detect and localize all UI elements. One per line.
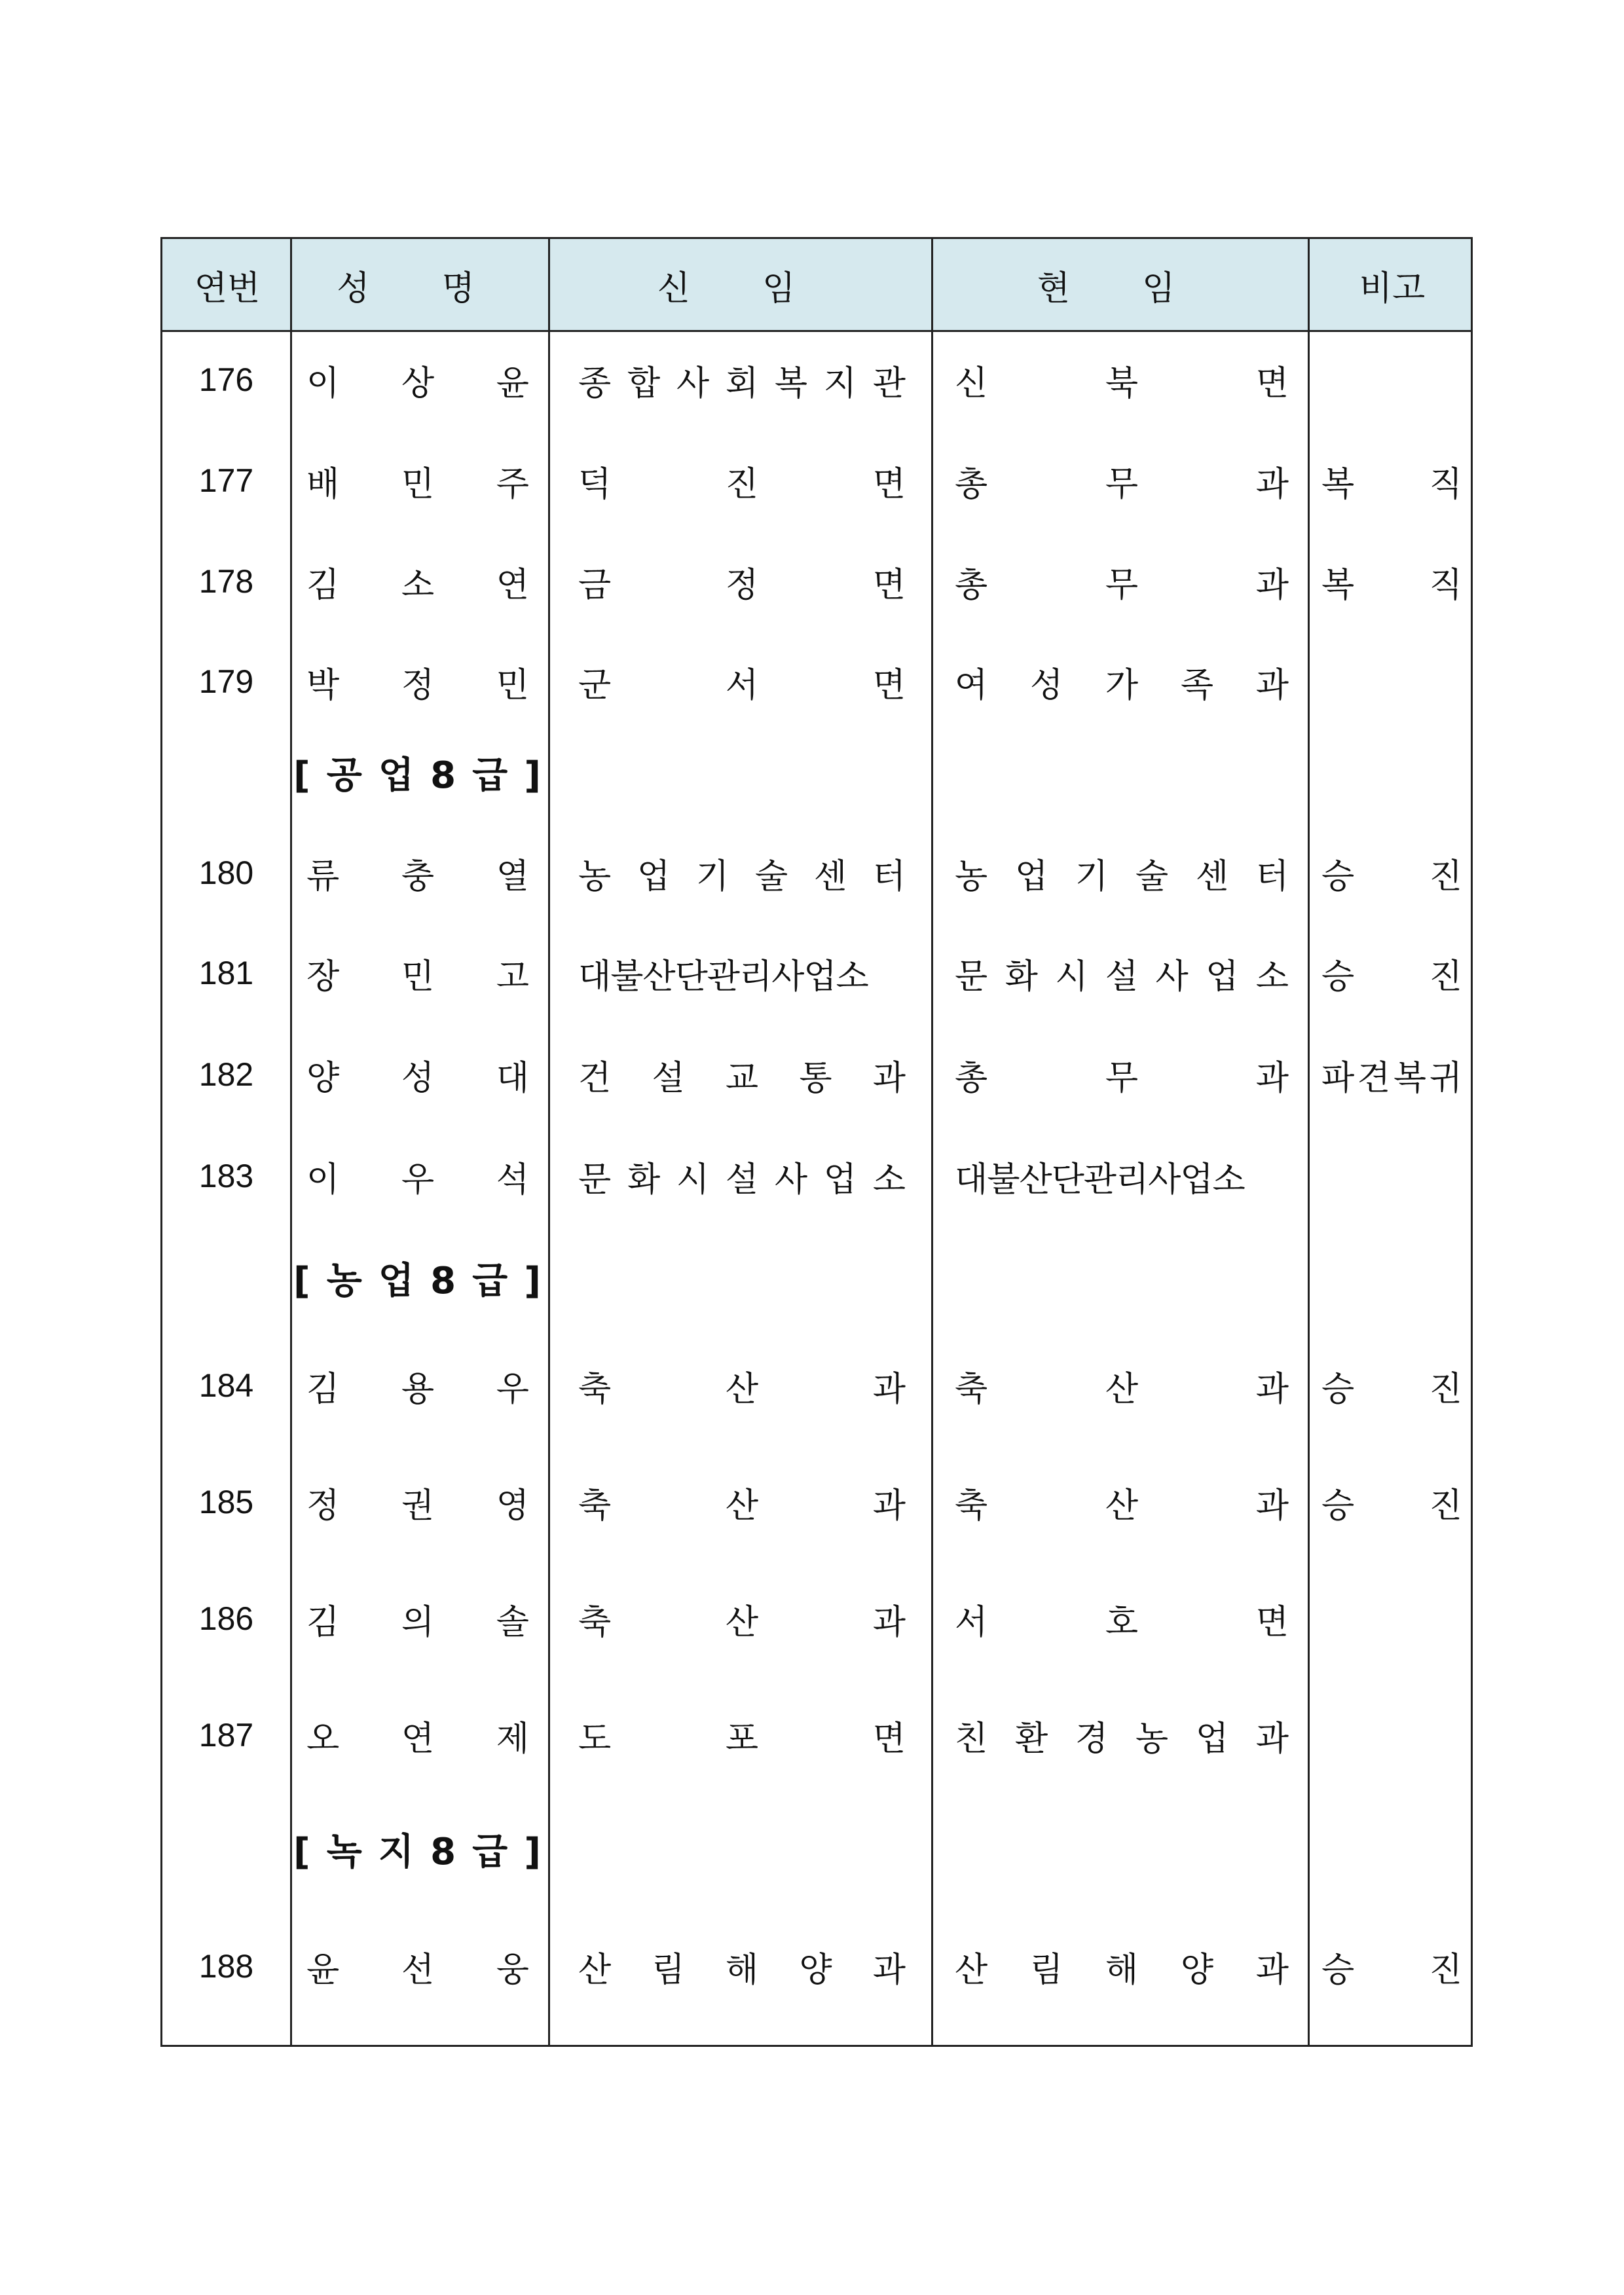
cell-remarks: 승 진 [1321, 1369, 1462, 1409]
cell-remarks: 파 견 복 귀 [1321, 1058, 1462, 1098]
cell-name: 류 충 열 [306, 856, 529, 896]
header-no: 연번 [194, 269, 261, 308]
cell-new-post: 도 포 면 [578, 1719, 906, 1759]
cell-no: 183 [198, 1158, 254, 1194]
header-current-post: 현 임 [1037, 269, 1206, 308]
cell-current-post: 신 북 면 [955, 363, 1289, 403]
cell-current-post: 총 무 과 [955, 1058, 1289, 1098]
cell-no: 184 [198, 1367, 254, 1404]
cell-current-post: 친 환 경 농 업 과 [955, 1719, 1289, 1759]
cell-no: 188 [198, 1948, 254, 1985]
cell-no: 185 [198, 1484, 254, 1520]
cell-current-post: 농 업 기 술 센 터 [955, 856, 1289, 896]
cell-no: 176 [198, 361, 254, 398]
cell-new-post: 금 정 면 [578, 565, 906, 605]
cell-name: 김 소 연 [306, 565, 529, 605]
cell-current-post: 축 산 과 [955, 1486, 1289, 1526]
cell-name: 윤 선 웅 [306, 1950, 529, 1990]
section-heading: [ 농 업 8 급 ] [293, 1260, 543, 1302]
cell-new-post: 농 업 기 술 센 터 [578, 856, 906, 896]
cell-new-post: 문 화 시 설 사 업 소 [578, 1160, 906, 1200]
cell-name: 김 의 솔 [306, 1602, 529, 1642]
column-divider [931, 239, 933, 2045]
cell-new-post: 종 합 사 회 복 지 관 [578, 363, 906, 403]
cell-remarks: 승 진 [1321, 856, 1462, 896]
cell-no: 178 [198, 563, 254, 600]
header-divider [162, 330, 1471, 332]
cell-current-post: 대불산단관리사업소 [955, 1160, 1245, 1200]
cell-name: 이 우 석 [306, 1160, 529, 1200]
cell-new-post: 대불산단관리사업소 [578, 957, 868, 997]
cell-no: 187 [198, 1717, 254, 1753]
cell-current-post: 축 산 과 [955, 1369, 1289, 1409]
section-heading: [ 녹 지 8 급 ] [293, 1831, 543, 1873]
cell-current-post: 산 림 해 양 과 [955, 1950, 1289, 1990]
cell-current-post: 서 호 면 [955, 1602, 1289, 1642]
cell-no: 186 [198, 1600, 254, 1637]
cell-no: 177 [198, 462, 254, 499]
cell-remarks: 승 진 [1321, 957, 1462, 997]
header-name: 성 명 [337, 269, 506, 308]
cell-new-post: 덕 진 면 [578, 464, 906, 504]
cell-remarks: 승 진 [1321, 1486, 1462, 1526]
cell-current-post: 여 성 가 족 과 [955, 665, 1289, 705]
cell-new-post: 축 산 과 [578, 1602, 906, 1642]
cell-new-post: 축 산 과 [578, 1369, 906, 1409]
cell-remarks: 승 진 [1321, 1950, 1462, 1990]
cell-name: 오 연 제 [306, 1719, 529, 1759]
cell-current-post: 총 무 과 [955, 565, 1289, 605]
column-divider [1308, 239, 1310, 2045]
header-new-post: 신 임 [657, 269, 826, 308]
cell-name: 이 상 윤 [306, 363, 529, 403]
personnel-table [160, 237, 1473, 2047]
cell-new-post: 산 림 해 양 과 [578, 1950, 906, 1990]
cell-name: 김 용 우 [306, 1369, 529, 1409]
cell-current-post: 문 화 시 설 사 업 소 [955, 957, 1289, 997]
section-heading: [ 공 업 8 급 ] [293, 754, 543, 797]
cell-name: 양 성 대 [306, 1058, 529, 1098]
cell-no: 179 [198, 663, 254, 700]
cell-no: 181 [198, 955, 254, 991]
cell-remarks: 복 직 [1321, 565, 1462, 605]
cell-remarks: 복 직 [1321, 464, 1462, 504]
cell-no: 182 [198, 1056, 254, 1093]
column-divider [290, 239, 292, 2045]
cell-name: 정 권 영 [306, 1486, 529, 1526]
cell-name: 박 정 민 [306, 665, 529, 705]
table-header [162, 239, 1471, 331]
cell-name: 장 민 고 [306, 957, 529, 997]
cell-new-post: 건 설 교 통 과 [578, 1058, 906, 1098]
cell-current-post: 총 무 과 [955, 464, 1289, 504]
cell-new-post: 축 산 과 [578, 1486, 906, 1526]
column-divider [548, 239, 550, 2045]
header-remarks: 비고 [1359, 269, 1426, 308]
cell-new-post: 군 서 면 [578, 665, 906, 705]
cell-no: 180 [198, 854, 254, 891]
cell-name: 배 민 주 [306, 464, 529, 504]
